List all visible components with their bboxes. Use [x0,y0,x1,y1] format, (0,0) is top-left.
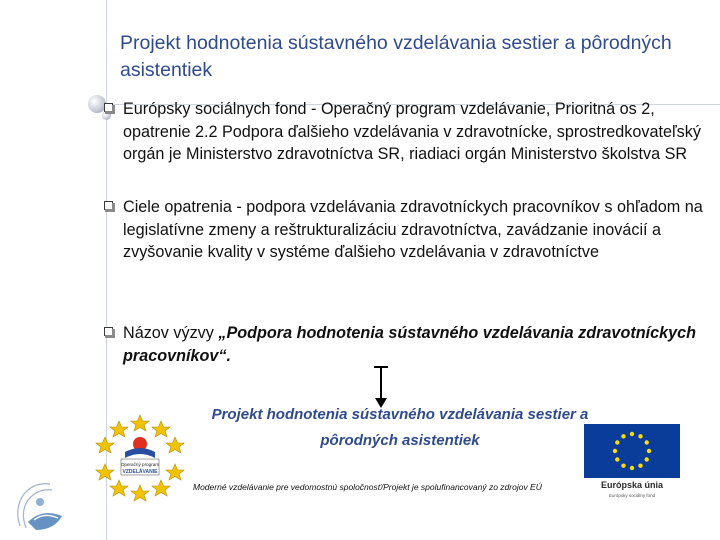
call-name-emphasis: „Podpora hodnotenia sústavného vzdelávania zdravotníckych pracovníkov“. [123,324,697,365]
project-title: Projekt hodnotenia sústavného vzdelávania sestier a pôrodných asistentiek [211,406,589,449]
bullet-text: Ciele opatrenia - podpora vzdelávania zdravotníckych pracovníkov s ohľadom na legislatívne zmeny a reštrukturalizáciu zdravotníctva, zavádzanie inovácií a zvyšovanie kvality v systéme ďalšieho vzdelávania v zdravotníctve [123,198,703,261]
checkbox-bullet-icon [104,201,113,210]
funding-footnote: Moderné vzdelávanie pre vedomostnú spoločnosť/Projekt je spolufinancovaný zo zdrojov EÚ [193,482,542,492]
eu-flag-label: Európska únia [600,480,663,490]
checkbox-bullet-icon [104,103,113,112]
op-vzdelavanie-logo [95,412,185,502]
checkbox-bullet-icon [104,327,113,336]
corner-emblem-icon [10,478,74,536]
op-logo-line-2: VZDELÁVANIE [122,469,158,475]
slide-title: Projekt hodnotenia sústavného vzdelávania sestier a pôrodných asistentiek [120,32,672,81]
call-name-prefix: Názov výzvy [123,324,219,342]
bullet-text [123,322,703,367]
eu-flag-sublabel: Európsky sociálny fond [608,493,656,498]
op-logo-line-1: Operačný program [120,462,160,467]
bullet-text: Európsky sociálnych fond - Operačný program vzdelávanie, Prioritná os 2, opatrenie 2.2 Podpora ďalšieho vzdelávania v zdravotnícke, sprostredkovateľský orgán je Ministerstvo zdravotníctva SR, riadiaci orgán Ministerstvo školstva SR [123,100,701,163]
arrow-shaft [380,366,382,402]
